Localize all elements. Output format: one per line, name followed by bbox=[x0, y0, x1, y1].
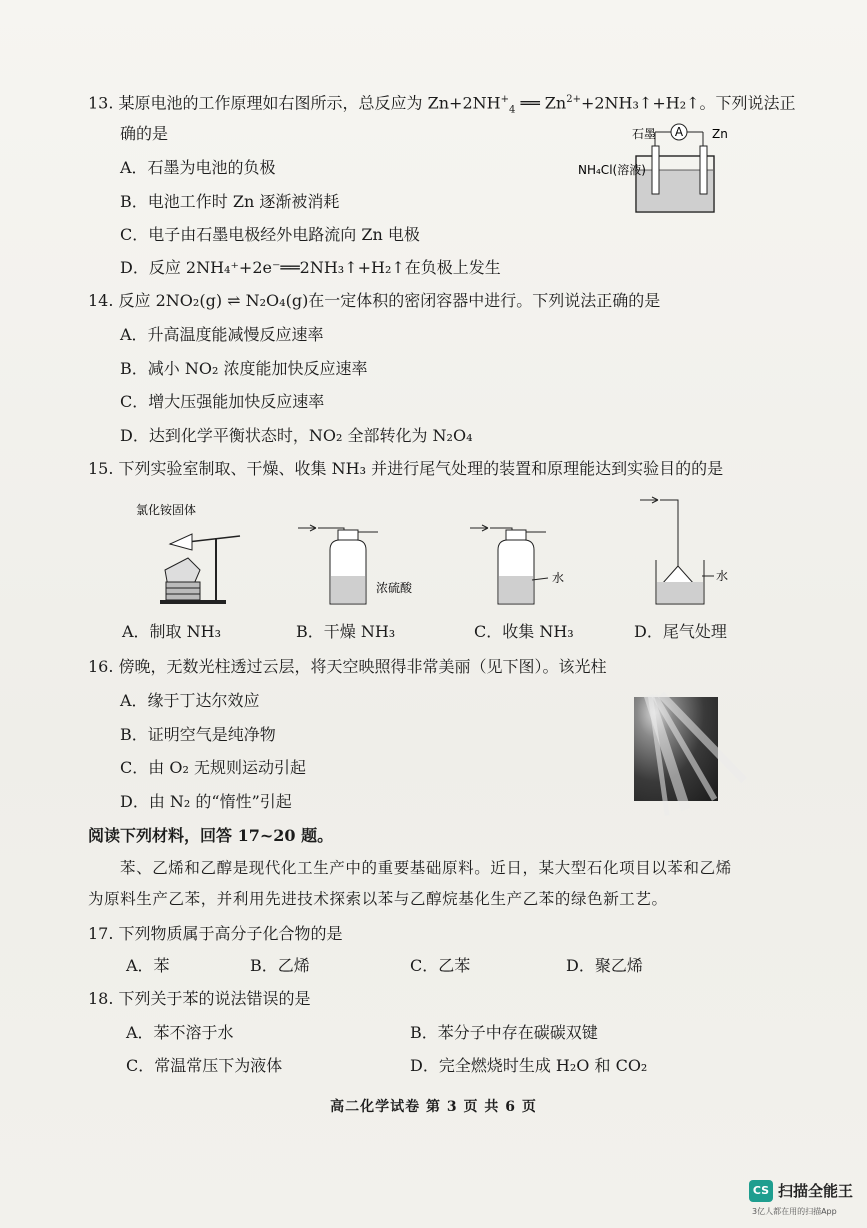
graphite-label: 石墨 bbox=[632, 127, 657, 141]
q16-stem: 16. 傍晚，无数光柱透过云层，将天空映照得非常美丽（见下图）。该光柱 bbox=[88, 657, 607, 676]
q13-option-d: D．反应 2NH₄⁺+2e⁻══2NH₃↑+H₂↑在负极上发生 bbox=[120, 258, 501, 277]
reading-para-1: 苯、乙烯和乙醇是现代化工生产中的重要基础原料。近日，某大型石化项目以苯和乙烯 bbox=[120, 859, 732, 877]
q18-option-a: A．苯不溶于水 bbox=[126, 1023, 234, 1042]
q16-option-b: B．证明空气是纯净物 bbox=[120, 725, 276, 744]
q17-stem: 17. 下列物质属于高分子化合物的是 bbox=[88, 924, 343, 943]
camscanner-logo-icon: CS bbox=[749, 1180, 773, 1202]
light-rays-photo bbox=[634, 697, 718, 801]
q17-option-c: C．乙苯 bbox=[410, 956, 471, 975]
reading-para-2: 为原料生产乙苯，并利用先进技术探索以苯与乙醇烷基化生产乙苯的绿色新工艺。 bbox=[88, 890, 668, 908]
q17-option-b: B．乙烯 bbox=[250, 956, 310, 975]
camscanner-tagline: 3亿人都在用的扫描App bbox=[752, 1207, 837, 1216]
water-label-c: 水 bbox=[552, 571, 565, 585]
q13-option-b: B．电池工作时 Zn 逐渐被消耗 bbox=[120, 192, 340, 211]
q13-stem-line2: 确的是 bbox=[120, 124, 169, 143]
apparatus-d bbox=[630, 492, 740, 610]
q15-stem: 15. 下列实验室制取、干燥、收集 NH₃ 并进行尾气处理的装置和原理能达到实验目的的是 bbox=[88, 459, 724, 478]
q15-option-c: C．收集 NH₃ bbox=[474, 622, 574, 641]
apparatus-a bbox=[130, 498, 270, 608]
apparatus-b bbox=[296, 520, 446, 610]
q13-option-c: C．电子由石墨电极经外电路流向 Zn 电极 bbox=[120, 225, 420, 244]
solution-label: NH₄Cl(溶液) bbox=[578, 163, 646, 177]
q13-option-a: A．石墨为电池的负极 bbox=[120, 158, 276, 177]
q13-stem: 13. 某原电池的工作原理如右图所示，总反应为 $Zn+2NH^+_4$ ══ $Zn^{2+}+2NH_3↑+H_2↑$。下列说法正 bbox=[88, 93, 796, 116]
water-label-d: 水 bbox=[716, 569, 729, 583]
q17-option-d: D．聚乙烯 bbox=[566, 956, 643, 975]
apparatus-c bbox=[466, 520, 576, 610]
q14-option-a: A．升高温度能减慢反应速率 bbox=[120, 325, 324, 344]
q14-stem: 14. 反应 2NO₂(g) ⇌ N₂O₄(g)在一定体积的密闭容器中进行。下列说法正确的是 bbox=[88, 291, 661, 310]
q14-option-d: D．达到化学平衡状态时，NO₂ 全部转化为 N₂O₄ bbox=[120, 426, 473, 445]
q18-stem: 18. 下列关于苯的说法错误的是 bbox=[88, 989, 311, 1008]
ammonium-chloride-label: 氯化铵固体 bbox=[136, 503, 197, 517]
zn-label: Zn bbox=[712, 127, 728, 141]
q16-option-d: D．由 N₂ 的“惰性”引起 bbox=[120, 792, 292, 811]
q14-option-b: B．减小 NO₂ 浓度能加快反应速率 bbox=[120, 359, 368, 378]
q15-option-b: B．干燥 NH₃ bbox=[296, 622, 396, 641]
q18-option-b: B．苯分子中存在碳碳双键 bbox=[410, 1023, 598, 1042]
sulfuric-acid-label: 浓硫酸 bbox=[376, 581, 413, 595]
q18-option-d: D．完全燃烧时生成 H₂O 和 CO₂ bbox=[410, 1056, 648, 1075]
camscanner-brand: 扫描全能王 bbox=[778, 1182, 854, 1200]
battery-diagram bbox=[576, 118, 736, 218]
q18-option-c: C．常温常压下为液体 bbox=[126, 1056, 283, 1075]
q16-option-c: C．由 O₂ 无规则运动引起 bbox=[120, 758, 306, 777]
ammeter-label: A bbox=[674, 125, 684, 139]
reading-intro: 阅读下列材料，回答 17~20 题。 bbox=[88, 826, 334, 845]
q16-option-a: A．缘于丁达尔效应 bbox=[120, 691, 260, 710]
q17-option-a: A．苯 bbox=[126, 956, 170, 975]
q14-option-c: C．增大压强能加快反应速率 bbox=[120, 392, 325, 411]
page-footer: 高二化学试卷 第 3 页 共 6 页 bbox=[330, 1099, 537, 1115]
q15-option-d: D．尾气处理 bbox=[634, 622, 727, 641]
q15-option-a: A．制取 NH₃ bbox=[122, 622, 222, 641]
